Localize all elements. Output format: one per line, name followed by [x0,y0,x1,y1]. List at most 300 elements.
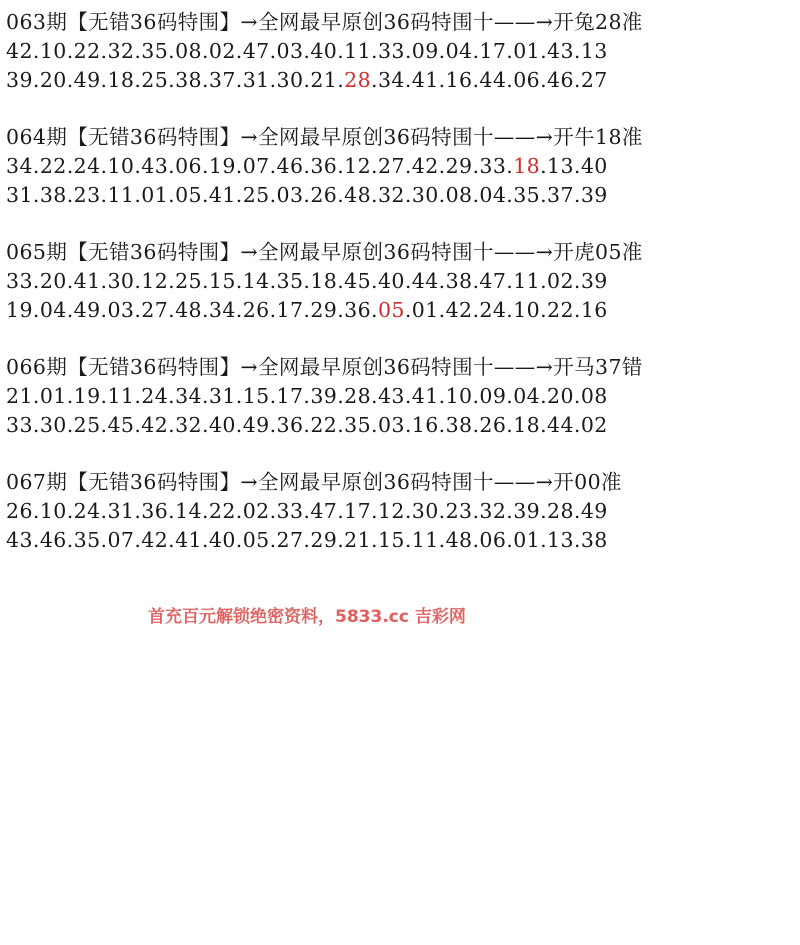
separator: . [303,384,311,408]
number: 44 [547,413,574,437]
period-block [6,123,794,210]
separator: . [438,499,446,523]
separator: . [66,528,74,552]
highlighted-number: 18 [513,154,541,178]
number: 26 [310,183,338,207]
number: 32 [175,413,202,437]
separator: . [303,413,311,437]
number: 30 [107,269,135,293]
number: 37 [547,183,574,207]
number: 16 [580,298,608,322]
number-row [6,181,794,210]
number: 36 [344,298,372,322]
separator: . [269,499,277,523]
separator: . [168,183,176,207]
number-row [6,526,794,555]
separator: . [100,298,108,322]
number: 13 [547,528,574,552]
number: 28 [547,499,574,523]
number: 11 [513,269,541,293]
separator: . [438,39,446,63]
number: 38 [580,528,608,552]
separator: . [540,528,547,552]
number: 26 [242,298,270,322]
number: 20 [39,269,67,293]
number: 36 [310,154,338,178]
separator: . [337,183,345,207]
separator: . [66,384,74,408]
number: 40 [208,413,236,437]
separator: . [134,39,142,63]
separator: . [438,528,446,552]
number: 32 [107,39,135,63]
separator: . [269,39,277,63]
number: 20 [547,384,574,408]
number-row [6,37,794,66]
separator: . [303,154,311,178]
number: 12 [344,154,372,178]
number: 43 [377,384,405,408]
separator: . [472,269,480,293]
separator: . [32,298,40,322]
number: 46 [547,68,574,92]
prediction-document [6,8,794,583]
number: 18 [513,413,541,437]
number: 49 [73,298,101,322]
separator: . [100,68,108,92]
separator: . [134,298,142,322]
number: 33 [6,413,33,437]
separator: . [134,68,142,92]
separator: . [472,183,480,207]
number: 38 [175,68,202,92]
separator: . [66,269,74,293]
separator: . [269,384,277,408]
separator: . [66,39,74,63]
number: 23 [73,183,101,207]
separator: . [134,154,142,178]
number: 24 [141,384,169,408]
separator: . [472,298,480,322]
separator: . [235,154,243,178]
separator: . [168,269,176,293]
number: 25 [242,183,270,207]
separator: . [66,68,74,92]
separator: . [168,298,176,322]
separator: . [371,528,378,552]
number: 49 [73,68,101,92]
separator: . [404,384,412,408]
number: 44 [479,68,507,92]
period-title: 065期【无错36码特围】→全网最早原创36码特围十——→开虎05准 [6,240,643,264]
number: 29 [310,528,338,552]
number: 20 [39,68,67,92]
number: 40 [208,528,236,552]
separator: . [438,413,446,437]
number: 17 [479,39,507,63]
separator: . [201,499,209,523]
number: 11 [344,39,372,63]
number: 21 [344,528,372,552]
separator: . [303,183,311,207]
number: 46 [276,154,304,178]
separator: . [303,298,311,322]
number: 22 [310,413,338,437]
separator: . [32,39,40,63]
number: 14 [175,499,202,523]
separator: . [371,384,378,408]
separator: . [573,528,581,552]
number: 04 [39,298,67,322]
number-row [6,66,794,95]
separator: . [201,154,209,178]
separator: . [438,183,446,207]
separator: . [404,183,412,207]
number: 31 [107,499,135,523]
separator: . [506,154,514,178]
separator: . [337,413,345,437]
number: 35 [141,39,169,63]
separator: . [201,183,209,207]
number: 33 [377,39,405,63]
number: 42 [141,528,169,552]
separator: . [303,68,311,92]
separator: . [472,154,480,178]
separator: . [100,384,108,408]
number: 02 [580,413,608,437]
number: 27 [580,68,608,92]
number: 47 [479,269,507,293]
separator: . [32,269,40,293]
separator: . [32,499,40,523]
separator: . [506,528,514,552]
number: 35 [73,528,101,552]
separator: . [404,499,412,523]
separator: . [100,528,108,552]
number: 42 [411,154,439,178]
separator: . [201,39,209,63]
number: 11 [107,384,135,408]
separator: . [438,154,446,178]
number: 30 [411,499,439,523]
number: 22 [208,499,236,523]
separator: . [573,39,581,63]
number: 07 [107,528,135,552]
separator: . [506,183,514,207]
number: 30 [39,413,67,437]
separator: . [100,154,108,178]
separator: . [337,269,345,293]
separator: . [472,384,480,408]
number: 15 [242,384,270,408]
separator: . [134,528,142,552]
separator: . [438,269,446,293]
separator: . [337,528,345,552]
separator: . [404,528,412,552]
separator: . [371,413,378,437]
separator: . [168,499,176,523]
number: 15 [377,528,405,552]
separator: . [540,269,547,293]
separator: . [337,68,345,92]
separator: . [506,413,514,437]
number: 08 [445,183,473,207]
number: 18 [310,269,338,293]
separator: . [134,183,142,207]
number: 37 [208,68,236,92]
separator: . [168,154,176,178]
period-title: 064期【无错36码特围】→全网最早原创36码特围十——→开牛18准 [6,125,643,149]
number: 48 [445,528,473,552]
separator: . [235,413,243,437]
number-row [6,382,794,411]
number: 10 [445,384,473,408]
separator: . [573,413,581,437]
separator: . [269,528,277,552]
separator: . [201,384,209,408]
separator: . [506,499,514,523]
number: 06 [175,154,202,178]
number: 03 [377,413,405,437]
separator: . [32,68,40,92]
number: 28 [344,384,372,408]
number: 19 [6,298,33,322]
separator: . [32,154,40,178]
separator: . [337,499,345,523]
number: 25 [175,269,202,293]
number: 26 [6,499,33,523]
separator: . [540,39,547,63]
number: 39 [310,384,338,408]
number: 29 [310,298,338,322]
separator: . [371,183,378,207]
separator: . [66,183,74,207]
number: 08 [175,39,202,63]
separator: . [371,154,378,178]
number: 39 [580,183,608,207]
separator: . [404,298,412,322]
separator: . [371,39,378,63]
separator: . [540,68,547,92]
number: 04 [479,183,507,207]
number: 01 [513,528,541,552]
separator: . [506,269,514,293]
number-row [6,267,794,296]
number: 36 [141,499,169,523]
number-row [6,411,794,440]
number: 13 [580,39,608,63]
period-title: 063期【无错36码特围】→全网最早原创36码特围十——→开兔28准 [6,10,643,34]
separator: . [337,384,345,408]
separator: . [269,154,277,178]
number: 44 [411,269,439,293]
number: 01 [513,39,541,63]
separator: . [506,68,514,92]
number: 05 [242,528,270,552]
separator: . [573,298,581,322]
separator: . [32,183,40,207]
separator: . [438,68,446,92]
separator: . [100,269,108,293]
number: 40 [580,154,608,178]
separator: . [235,298,243,322]
separator: . [100,413,108,437]
number: 34 [208,298,236,322]
number: 41 [73,269,101,293]
separator: . [32,528,40,552]
separator: . [201,68,209,92]
separator: . [168,384,176,408]
number: 16 [445,68,473,92]
separator: . [235,39,243,63]
number: 22 [73,39,101,63]
number-row [6,497,794,526]
number: 42 [6,39,33,63]
number: 09 [479,384,507,408]
number: 13 [547,154,574,178]
number: 47 [242,39,270,63]
separator: . [32,413,40,437]
separator: . [66,154,74,178]
separator: . [337,298,345,322]
number: 48 [344,183,372,207]
number: 03 [276,183,304,207]
number: 23 [445,499,473,523]
number: 04 [445,39,473,63]
separator: . [32,384,40,408]
separator: . [472,68,480,92]
number: 21 [310,68,338,92]
number: 17 [276,384,304,408]
separator: . [371,298,378,322]
separator: . [540,183,547,207]
number: 41 [175,528,202,552]
number: 22 [547,298,574,322]
number: 36 [276,413,304,437]
separator: . [371,499,378,523]
number: 01 [39,384,67,408]
number: 33 [479,154,507,178]
separator: . [573,269,581,293]
separator: . [540,413,547,437]
number: 27 [276,528,304,552]
number: 32 [377,183,405,207]
number: 41 [411,384,439,408]
number: 31 [208,384,236,408]
number: 02 [242,499,270,523]
separator: . [134,384,142,408]
number: 07 [242,154,270,178]
separator: . [540,499,547,523]
separator: . [134,499,142,523]
number: 34 [6,154,33,178]
separator: . [404,39,412,63]
number: 12 [377,499,405,523]
separator: . [404,68,412,92]
separator: . [235,269,243,293]
number: 41 [208,183,236,207]
separator: . [573,499,581,523]
number: 27 [377,154,405,178]
separator: . [100,183,108,207]
separator: . [269,183,277,207]
period-title: 066期【无错36码特围】→全网最早原创36码特围十——→开马37错 [6,355,643,379]
separator: . [168,39,176,63]
separator: . [168,68,176,92]
number: 39 [580,269,608,293]
period-block [6,468,794,555]
period-block [6,8,794,95]
separator: . [472,499,480,523]
number: 30 [276,68,304,92]
number: 18 [107,68,135,92]
separator: . [573,183,581,207]
number: 03 [276,39,304,63]
separator: . [201,528,209,552]
highlighted-number: 28 [344,68,372,92]
separator: . [303,269,311,293]
separator: . [66,499,74,523]
number: 05 [175,183,202,207]
number: 27 [141,298,169,322]
separator: . [201,298,209,322]
number: 40 [377,269,405,293]
separator: . [168,413,176,437]
separator: . [235,183,243,207]
number: 11 [107,183,135,207]
period-block [6,238,794,325]
separator: . [269,68,277,92]
number: 29 [445,154,473,178]
separator: . [269,413,277,437]
number: 43 [6,528,33,552]
separator: . [168,528,176,552]
separator: . [303,528,311,552]
number: 24 [479,298,507,322]
number: 31 [6,183,33,207]
number: 38 [445,413,473,437]
separator: . [303,39,311,63]
number: 39 [6,68,33,92]
number: 02 [547,269,574,293]
number: 48 [175,298,202,322]
number-row [6,296,794,325]
number: 25 [73,413,101,437]
number: 10 [39,499,67,523]
number: 06 [513,68,541,92]
number: 04 [513,384,541,408]
separator: . [337,39,345,63]
number: 08 [580,384,608,408]
number: 31 [242,68,270,92]
separator: . [134,269,142,293]
number: 30 [411,183,439,207]
number: 10 [513,298,541,322]
number: 43 [141,154,169,178]
separator: . [100,499,108,523]
separator: . [201,413,209,437]
number: 21 [6,384,33,408]
number: 03 [107,298,135,322]
number-row [6,152,794,181]
separator: . [371,68,378,92]
number: 19 [208,154,236,178]
number: 06 [479,528,507,552]
number: 09 [411,39,439,63]
number: 33 [6,269,33,293]
number: 19 [73,384,101,408]
separator: . [404,413,412,437]
